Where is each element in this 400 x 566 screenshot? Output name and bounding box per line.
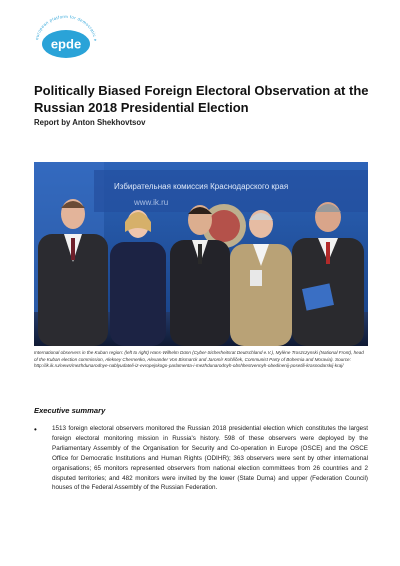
observers-photo xyxy=(34,162,368,346)
epde-logo-mark xyxy=(30,12,102,66)
backdrop-text: Избирательная комиссия Краснодарского края xyxy=(114,182,289,191)
document-byline: Report by Anton Shekhovtsov xyxy=(34,118,146,127)
executive-summary-heading: Executive summary xyxy=(34,406,106,415)
bullet-dot-icon: • xyxy=(34,425,37,434)
epde-logo xyxy=(30,12,102,66)
backdrop-url: www.ik.ru xyxy=(134,198,169,207)
logo-wordmark: epde xyxy=(50,36,82,52)
observers-photo-illustration xyxy=(34,162,368,346)
photo-caption: International observers in the Kuban region: (left to right) Hans-Wilhelm Dünn (Cyber-Sicherheitsrat Deutschland e.V.), Mylène Troszczynski (National Front), head of the Kuban election commission, Aleksey Chernenko, Alexander Von Bismarck and Jaromír Kohlíček, Communist Party of Bohemia and Moravia). Source: http://ik.ik.ru/news/mezhdunarodnye-nablyudateli-iz-evropejskogo-parlamenta-i-mezhdunarodnyh-obshhestvennyh-obedinenij-posetili-krasnodarskij-kraj/ xyxy=(34,350,364,369)
document-title: Politically Biased Foreign Electoral Observation at the Russian 2018 Presidential Election xyxy=(34,83,369,115)
logo-arc-text: european platform for democratic e xyxy=(34,13,99,42)
summary-bullet-text: 1513 foreign electoral observers monitored the Russian 2018 presidential election which constitutes the largest foreign electoral monitoring mission in Russia's history. 598 of these observers were deployed by the Parliamentary Assembly of the Organisation for Security and Co-operation in Europe (OSCE) and the OSCE Office for Democratic Institutions and Human Rights (ODIHR); 363 observers were sent by other international organisations; 65 monitors represented observers from national election committees from 26 countries and 2 disputed territories; and 482 monitors were invited by the lower (State Duma) and upper (Federation Council) houses of the Federal Assembly of the Russian Federation. xyxy=(52,425,368,492)
